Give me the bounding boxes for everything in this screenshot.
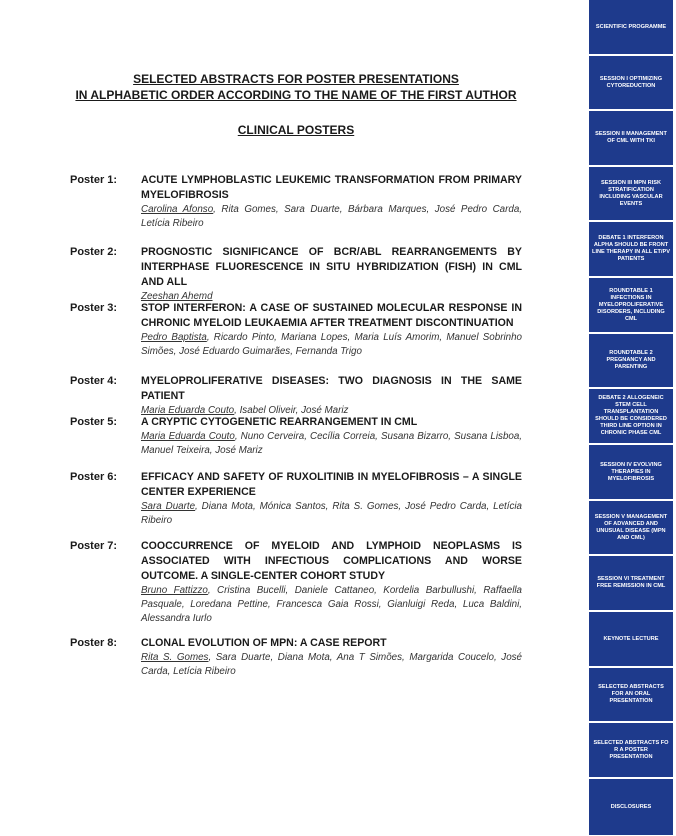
first-author: Sara Duarte <box>141 501 196 512</box>
poster-authors <box>141 584 522 626</box>
poster-title: CLONAL EVOLUTION OF MPN: A CASE REPORT <box>141 637 387 649</box>
poster-label: Poster 1: <box>70 174 118 186</box>
poster-authors <box>141 203 522 231</box>
first-author: Zeeshan Ahemd <box>141 291 213 302</box>
nav-session-6[interactable]: SESSION VI TREATMENT FREE REMISSION IN CML <box>589 556 673 611</box>
first-author: Maria Eduarda Couto <box>141 405 235 416</box>
nav-session-1[interactable]: SESSION I OPTIMIZING CYTOREDUCTION <box>589 56 673 110</box>
nav-session-3[interactable]: SESSION III MPN RISK STRATIFICATION INCLUDING VASCULAR EVENTS <box>589 167 673 221</box>
nav-oral-abstracts[interactable]: SELECTED ABSTRACTS FOR AN ORAL PRESENTATION <box>589 668 673 722</box>
poster-title: A CRYPTIC CYTOGENETIC REARRANGEMENT IN CML <box>141 416 418 428</box>
first-author: Bruno Fattizzo <box>141 585 208 596</box>
nav-session-4[interactable]: SESSION IV EVOLVING THERAPIES IN MYELOFIBROSIS <box>589 445 673 500</box>
co-authors: , Diana Mota, Mónica Santos, Rita S. Gomes, José Pedro Carda, Letícia Ribeiro <box>141 501 522 526</box>
title-line-2: IN ALPHABETIC ORDER ACCORDING TO THE NAME OF THE FIRST AUTHOR <box>75 88 517 102</box>
nav-roundtable-1[interactable]: ROUNDTABLE 1 INFECTIONS IN MYELOPROLIFERATIVE DISORDERS, INCLUDING CML <box>589 278 673 333</box>
nav-poster-abstracts[interactable]: SELECTED ABSTRACTS FO R A POSTER PRESENTATION <box>589 723 673 778</box>
poster-label: Poster 8: <box>70 637 118 649</box>
nav-roundtable-2[interactable]: ROUNDTABLE 2 PREGNANCY AND PARENTING <box>589 334 673 388</box>
sidebar-nav <box>588 0 676 836</box>
co-authors: , Nuno Cerveira, Cecília Correia, Susana Bizarro, Susana Lisboa, Manuel Teixeira, José Mariz <box>141 431 523 456</box>
first-author: Carolina Afonso <box>141 204 214 215</box>
poster-label: Poster 6: <box>70 471 118 483</box>
co-authors: , Rita Gomes, Sara Duarte, Bárbara Marques, José Pedro Carda, Letícia Ribeiro <box>141 204 522 229</box>
poster-title: COOCCURRENCE OF MYELOID AND LYMPHOID NEOPLASMS IS ASSOCIATED WITH INFECTIOUS COMPLICATIONS AND WORSE OUTCOME. A SINGLE-CENTER COHORT STUDY <box>141 540 522 582</box>
poster-label: Poster 5: <box>70 416 118 428</box>
title-line-1: SELECTED ABSTRACTS FOR POSTER PRESENTATIONS <box>133 72 459 86</box>
poster-label: Poster 3: <box>70 302 118 314</box>
page-title <box>0 71 592 103</box>
co-authors: , Sara Duarte, Diana Mota, Ana T Simões, Margarida Coucelo, José Carda, Letícia Ribeiro <box>141 652 522 677</box>
first-author: Maria Eduarda Couto <box>141 431 235 442</box>
first-author: Rita S. Gomes <box>141 652 209 663</box>
poster-title: ACUTE LYMPHOBLASTIC LEUKEMIC TRANSFORMATION FROM PRIMARY MYELOFIBROSIS <box>141 174 522 201</box>
poster-authors <box>141 331 522 359</box>
poster-title: STOP INTERFERON: A CASE OF SUSTAINED MOLECULAR RESPONSE IN CHRONIC MYELOID LEUKAEMIA AFTER TREATMENT DISCONTINUATION <box>141 302 522 329</box>
nav-session-5[interactable]: SESSION V MANAGEMENT OF ADVANCED AND UNUSUAL DISEASE (MPN AND CML) <box>589 501 673 555</box>
nav-session-2[interactable]: SESSION II MANAGEMENT OF CML WITH TKI <box>589 111 673 166</box>
poster-title: PROGNOSTIC SIGNIFICANCE OF BCR/ABL REARRANGEMENTS BY INTERPHASE FLUORESCENCE IN SITU HYBRIDIZATION (FISH) IN CML AND ALL <box>141 246 522 288</box>
poster-authors <box>141 651 522 679</box>
poster-label: Poster 7: <box>70 540 118 552</box>
first-author: Pedro Baptista <box>141 332 207 343</box>
nav-keynote-lecture[interactable]: KEYNOTE LECTURE <box>589 612 673 667</box>
nav-debate-1[interactable]: DEBATE 1 INTERFERON ALPHA SHOULD BE FRONT LINE THERAPY IN ALL ET/PV PATIENTS <box>589 222 673 277</box>
poster-label: Poster 4: <box>70 375 118 387</box>
poster-title: MYELOPROLIFERATIVE DISEASES: TWO DIAGNOSIS IN THE SAME PATIENT <box>141 375 522 402</box>
nav-debate-2[interactable]: DEBATE 2 ALLOGENEIC STEM CELL TRANSPLANTATION SHOULD BE CONSIDERED THIRD LINE OPTION IN CHRONIC PHASE CML <box>589 389 673 444</box>
poster-title: EFFICACY AND SAFETY OF RUXOLITINIB IN MYELOFIBROSIS – A SINGLE CENTER EXPERIENCE <box>141 471 522 498</box>
poster-authors <box>141 500 522 528</box>
co-authors: , Isabel Oliveir, José Mariz <box>234 405 349 416</box>
co-authors: , Cristina Bucelli, Daniele Cattaneo, Kordelia Barbullushi, Raffaella Pasquale, Loredana Pettine, Francesca Gaia Rossi, Gianluigi Reda, Luca Baldini, Alessandra Iurlo <box>141 585 522 624</box>
co-authors: , Ricardo Pinto, Mariana Lopes, Maria Luís Amorim, Manuel Sobrinho Simões, José Eduardo Guimarães, Fernanda Trigo <box>141 332 522 357</box>
poster-authors <box>141 430 522 458</box>
nav-scientific-programme[interactable]: SCIENTIFIC PROGRAMME <box>589 0 673 55</box>
section-subtitle: CLINICAL POSTERS <box>237 123 355 137</box>
nav-disclosures[interactable]: DISCLOSURES <box>589 779 673 836</box>
poster-label: Poster 2: <box>70 246 118 258</box>
